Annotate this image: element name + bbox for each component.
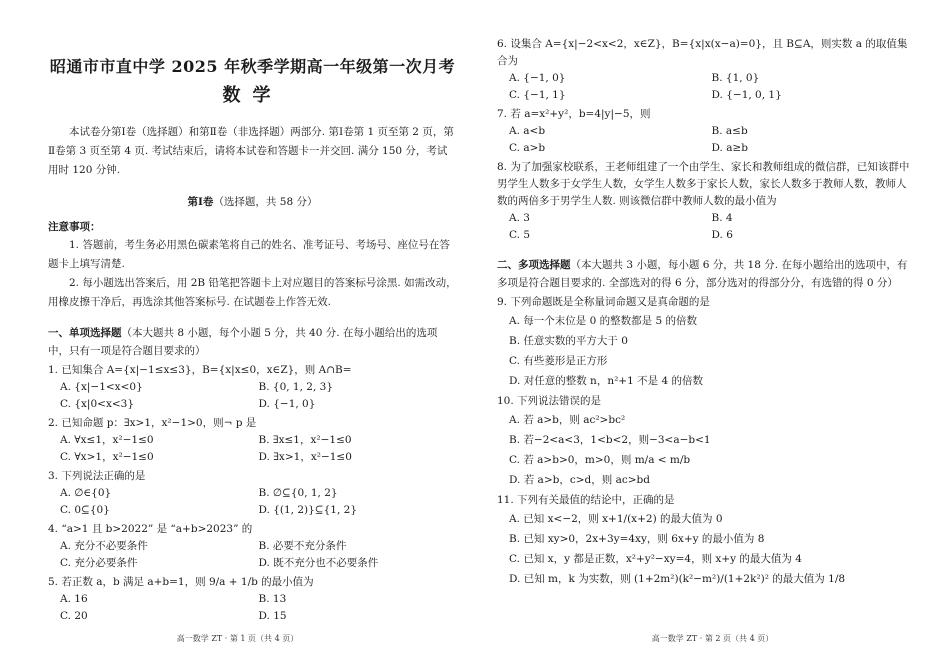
option-d: D. {(1, 2)}⊆{1, 2} bbox=[258, 504, 358, 516]
option-c: C. {x|0<x<3} bbox=[60, 398, 135, 410]
question-stem: 8. 为了加强家校联系，王老师组建了一个由学生、家长和教师组成的微信群，已知该群中男学生人数多于女学生人数，女学生人数多于家长人数，家长人数多于教师人数，教师人数的两倍多于男学生人数. 则该微信群中教师人数的最小值为 bbox=[497, 161, 910, 207]
option-b: B. 4 bbox=[711, 212, 733, 224]
option-a: A. 已知 x<−2，则 x+1/(x+2) 的最大值为 0 bbox=[509, 513, 723, 525]
notice-item-2: 2. 每小题选出答案后，用 2B 铅笔把答题卡上对应题目的答案标号涂黑. 如需改动，用橡皮擦干净后，再选涂其他答案标号. 在试题卷上作答无效. bbox=[48, 277, 457, 308]
exam-intro: 本试卷分第Ⅰ卷（选择题）和第Ⅱ卷（非选择题）两部分. 第Ⅰ卷第 1 页至第 2 页，第Ⅱ卷第 3 页至第 4 页. 考试结束后，请将本试卷和答题卡一并交回. 满分 150 分，考试用时 120 分钟. bbox=[48, 126, 454, 176]
page-footer: 高一数学 ZT · 第 2 页（共 4 页） bbox=[651, 634, 774, 643]
option-d: D. 对任意的整数 n，n²+1 不是 4 的倍数 bbox=[509, 375, 703, 387]
option-b: B. ∃x≤1，x²−1≤0 bbox=[258, 434, 352, 446]
question-5 bbox=[48, 574, 457, 625]
part2-description: （本大题共 3 小题，每小题 6 分，共 18 分. 在每小题给出的选项中，有多项是符合题目要求的. 全部选对的得 6 分，部分选对的得部分分，有选错的得 0 分） bbox=[497, 259, 908, 289]
question-stem: 3. 下列说法正确的是 bbox=[48, 470, 146, 482]
option-b: B. 必要不充分条件 bbox=[258, 540, 347, 552]
question-8 bbox=[497, 159, 914, 244]
notice-item-1: 1. 答题前，考生务必用黑色碳素笔将自己的姓名、准考证号、考场号、座位号在答题卡上填写清楚. bbox=[48, 239, 450, 270]
page-right bbox=[475, 0, 950, 654]
option-a: A. 每一个末位是 0 的整数都是 5 的倍数 bbox=[509, 315, 697, 327]
option-d: D. 6 bbox=[711, 229, 733, 241]
option-a: A. 3 bbox=[509, 212, 530, 224]
option-b: B. 已知 xy>0，2x+3y=4xy，则 6x+y 的最小值为 8 bbox=[509, 533, 765, 545]
option-b: B. {1, 0} bbox=[711, 72, 760, 84]
exam-subject: 数学 bbox=[222, 85, 283, 106]
question-4 bbox=[48, 521, 457, 572]
question-stem: 5. 若正数 a，b 满足 a+b=1，则 9/a + 1/b 的最小值为 bbox=[48, 576, 314, 588]
part1-description: （本大题共 8 小题，每个小题 5 分，共 40 分. 在每小题给出的选项中，只有一项是符合题目要求的） bbox=[48, 327, 438, 357]
option-c: C. 已知 x，y 都是正数，x²+y²−xy=4，则 x+y 的最大值为 4 bbox=[509, 553, 802, 565]
page-footer: 高一数学 ZT · 第 1 页（共 4 页） bbox=[176, 634, 299, 643]
question-stem: 11. 下列有关最值的结论中，正确的是 bbox=[497, 494, 675, 506]
question-stem: 7. 若 a=x²+y²，b=4|y|−5，则 bbox=[497, 108, 651, 120]
option-a: A. {−1, 0} bbox=[509, 72, 566, 84]
question-stem: 2. 已知命题 p：∃x>1，x²−1>0，则¬ p 是 bbox=[48, 417, 257, 429]
question-stem: 10. 下列说法错误的是 bbox=[497, 395, 602, 407]
question-2 bbox=[48, 415, 457, 466]
option-d: D. {−1, 0} bbox=[258, 398, 316, 410]
option-c: C. 有些菱形是正方形 bbox=[509, 355, 608, 367]
option-d: D. a≥b bbox=[711, 142, 748, 154]
option-a: A. a<b bbox=[509, 125, 546, 137]
section-label: 第Ⅰ卷 bbox=[187, 196, 214, 208]
option-b: B. 若−2<a<3，1<b<2，则−3<a−b<1 bbox=[509, 434, 711, 446]
question-7 bbox=[497, 106, 914, 157]
option-d: D. {−1, 0, 1} bbox=[711, 89, 782, 101]
question-stem: 1. 已知集合 A={x|−1≤x≤3}，B={x|x≤0，x∈Z}，则 A∩B= bbox=[48, 364, 352, 376]
option-a: A. ∀x≤1，x²−1≤0 bbox=[60, 434, 154, 446]
option-c: C. 若 a>b>0，m>0，则 m/a < m/b bbox=[509, 454, 691, 466]
question-9 bbox=[497, 294, 914, 391]
option-d: D. 已知 m，k 为实数，则 (1+2m²)(k²−m²)/(1+2k²)² 的最大值为 1/8 bbox=[509, 573, 846, 585]
part2-heading bbox=[497, 256, 914, 292]
question-10 bbox=[497, 393, 914, 490]
option-c: C. 5 bbox=[509, 229, 531, 241]
option-a: A. {x|−1<x<0} bbox=[60, 381, 143, 393]
option-d: D. ∃x>1，x²−1≤0 bbox=[258, 451, 352, 463]
option-a: A. 16 bbox=[60, 593, 88, 605]
part1-label: 一、单项选择题 bbox=[48, 327, 122, 339]
option-d: D. 既不充分也不必要条件 bbox=[258, 557, 379, 569]
section-heading bbox=[48, 194, 457, 209]
notice-title: 注意事项： bbox=[48, 221, 101, 233]
section-note: （选择题，共 58 分） bbox=[213, 196, 318, 208]
option-a: A. ∅∈{0} bbox=[60, 487, 112, 499]
question-3 bbox=[48, 468, 457, 519]
option-b: B. 13 bbox=[258, 593, 287, 605]
option-c: C. ∀x>1，x²−1≤0 bbox=[60, 451, 154, 463]
question-1 bbox=[48, 362, 457, 413]
option-c: C. {−1, 1} bbox=[509, 89, 566, 101]
question-stem: 4. “a>1 且 b>2022” 是 “a+b>2023” 的 bbox=[48, 523, 253, 535]
option-b: B. 任意实数的平方大于 0 bbox=[509, 335, 628, 347]
option-a: A. 充分不必要条件 bbox=[60, 540, 148, 552]
question-stem: 6. 设集合 A={x|−2<x<2，x∈Z}，B={x|x(x−a)=0}，且 B⊆A，则实数 a 的取值集合为 bbox=[497, 38, 908, 67]
question-11 bbox=[497, 492, 914, 589]
option-b: B. a≤b bbox=[711, 125, 748, 137]
option-c: C. 0⊆{0} bbox=[60, 504, 110, 516]
option-c: C. 20 bbox=[60, 610, 88, 622]
question-6 bbox=[497, 36, 914, 104]
part1-heading bbox=[48, 324, 457, 360]
option-d: D. 15 bbox=[258, 610, 287, 622]
option-c: C. 充分必要条件 bbox=[60, 557, 138, 569]
option-c: C. a>b bbox=[509, 142, 546, 154]
option-b: B. ∅⊆{0, 1, 2} bbox=[258, 487, 338, 499]
option-d: D. 若 a>b，c>d，则 ac>bd bbox=[509, 474, 650, 486]
part2-label: 二、多项选择题 bbox=[497, 259, 571, 271]
option-b: B. {0, 1, 2, 3} bbox=[258, 381, 333, 393]
option-a: A. 若 a>b，则 ac²>bc² bbox=[509, 414, 626, 426]
question-stem: 9. 下列命题既是全称量词命题又是真命题的是 bbox=[497, 296, 710, 308]
exam-title: 昭通市市直中学 2025 年秋季学期高一年级第一次月考 bbox=[49, 57, 456, 76]
